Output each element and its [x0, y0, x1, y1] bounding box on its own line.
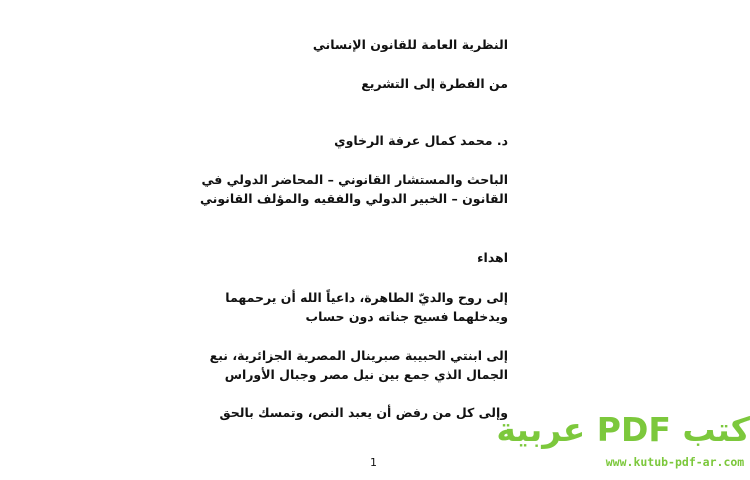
- dedication-1-line-2: ويدخلهما فسيح جناته دون حساب: [305, 309, 508, 324]
- dedication-1-line-1: إلى روح والديّ الطاهرة، داعياً الله أن يرحمهما: [225, 290, 508, 305]
- page-number: 1: [370, 456, 377, 469]
- watermark-logo-text: كتب PDF عربية: [496, 410, 750, 449]
- author-name: د. محمد كمال عرفة الرخاوي: [334, 133, 508, 148]
- document-title: النظرية العامة للقانون الإنساني: [312, 37, 508, 52]
- author-role-line-2: القانون – الخبير الدولي والفقيه والمؤلف القانوني: [199, 191, 508, 206]
- watermark-url: www.kutub-pdf-ar.com: [605, 455, 745, 469]
- document-subtitle: من الفطرة إلى التشريع: [361, 76, 508, 91]
- dedication-heading: اهداء: [477, 250, 508, 265]
- author-role-line-1: الباحث والمستشار القانوني – المحاضر الدولي في: [201, 172, 508, 187]
- dedication-2-line-2: الجمال الذي جمع بين نيل مصر وجبال الأوراس: [224, 367, 508, 382]
- dedication-3: وإلى كل من رفض أن يعبد النص، وتمسك بالحق: [219, 405, 508, 420]
- dedication-2-line-1: إلى ابنتي الحبيبة صبرينال المصرية الجزائرية، نبع: [209, 348, 508, 363]
